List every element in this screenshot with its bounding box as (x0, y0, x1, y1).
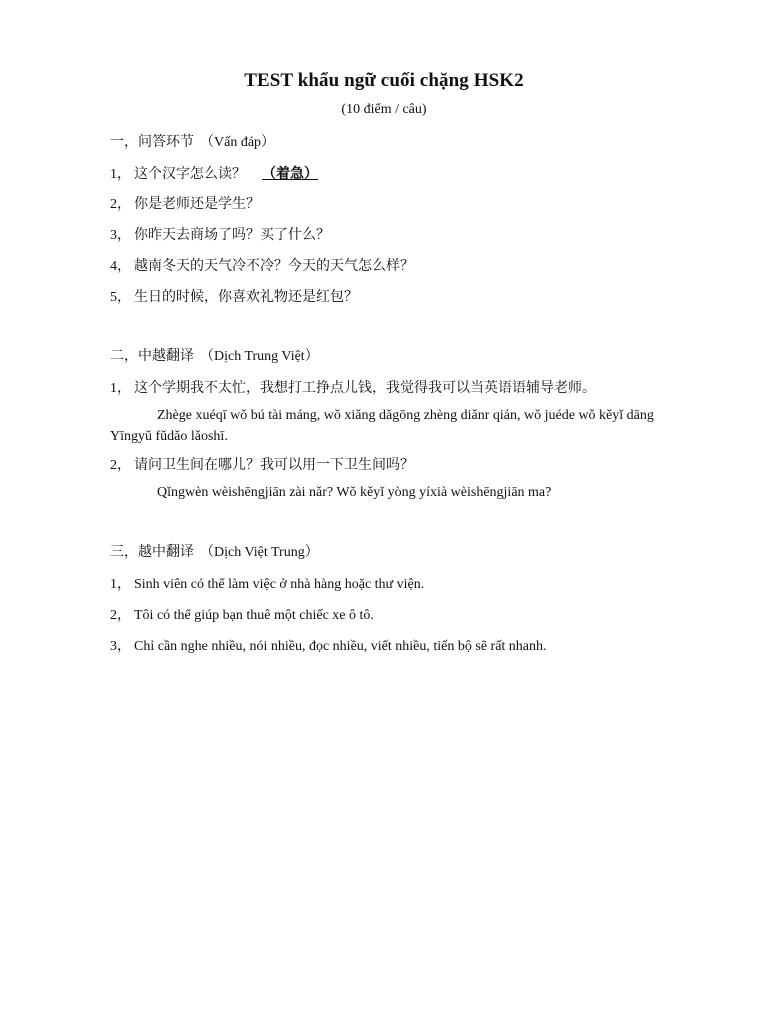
section-1-heading-vi: （Vấn đáp） (200, 135, 276, 150)
item-number: 1， (110, 577, 131, 592)
section-3-heading-cn: 三，越中翻译 (110, 545, 194, 560)
item-text: 你是老师还是学生？ (134, 197, 260, 212)
list-item (110, 377, 596, 397)
page-title: TEST khẩu ngữ cuối chặng HSK2 (244, 70, 524, 91)
page-subtitle: (10 điểm / câu) (341, 102, 427, 117)
list-item (110, 635, 547, 655)
list-item (110, 573, 424, 593)
item-text: 你昨天去商场了吗？买了什么？ (134, 228, 330, 243)
item-number: 2， (110, 197, 131, 212)
section-1-heading (110, 131, 275, 151)
item-number: 5， (110, 290, 131, 305)
item-answer: （着急） (262, 167, 318, 182)
list-item (110, 604, 374, 624)
list-item (110, 286, 358, 306)
item-number: 1， (110, 167, 131, 182)
item-text: 这个汉字怎么读？ (134, 167, 246, 182)
item-text: 这个学期我不太忙，我想打工挣点儿钱，我觉得我可以当英语语辅导老师。 (134, 381, 596, 396)
item-number: 3， (110, 228, 131, 243)
item-pinyin: Qǐngwèn wèishēngjiān zài nǎr? Wǒ kěyǐ yòng yíxià wèishēngjiān ma? (157, 485, 552, 500)
list-item (110, 163, 318, 183)
section-2-heading-vi: （Dịch Trung Việt） (200, 349, 319, 364)
item-text: 越南冬天的天气冷不冷？今天的天气怎么样？ (134, 259, 414, 274)
item-number: 4， (110, 259, 131, 274)
section-2-heading (110, 345, 319, 365)
item-text: 生日的时候，你喜欢礼物还是红包？ (134, 290, 358, 305)
item-text: Tôi có thể giúp bạn thuê một chiếc xe ô tô. (134, 608, 374, 623)
item-text: Sinh viên có thể làm việc ở nhà hàng hoặc thư viện. (134, 577, 425, 592)
list-item (110, 454, 414, 474)
item-text: Chỉ cần nghe nhiều, nói nhiều, đọc nhiều, viết nhiều, tiến bộ sẽ rất nhanh. (134, 639, 547, 654)
item-number: 1， (110, 381, 131, 396)
section-3-heading (110, 541, 319, 561)
section-2-heading-cn: 二，中越翻译 (110, 349, 194, 364)
item-number: 2， (110, 458, 131, 473)
list-item (110, 224, 330, 244)
item-pinyin: Zhège xuéqī wǒ bú tài máng, wǒ xiǎng dǎgōng zhèng diǎnr qián, wǒ juéde wǒ kěyǐ dāng Yīngyǔ fǔdǎo lǎoshī. (110, 408, 654, 444)
section-3-heading-vi: （Dịch Việt Trung） (200, 545, 319, 560)
list-item (110, 255, 414, 275)
item-number: 2， (110, 608, 131, 623)
item-text: 请问卫生间在哪儿？我可以用一下卫生间吗？ (134, 458, 414, 473)
section-1-heading-cn: 一，问答环节 (110, 135, 194, 150)
item-number: 3， (110, 639, 131, 654)
list-item (110, 193, 260, 213)
